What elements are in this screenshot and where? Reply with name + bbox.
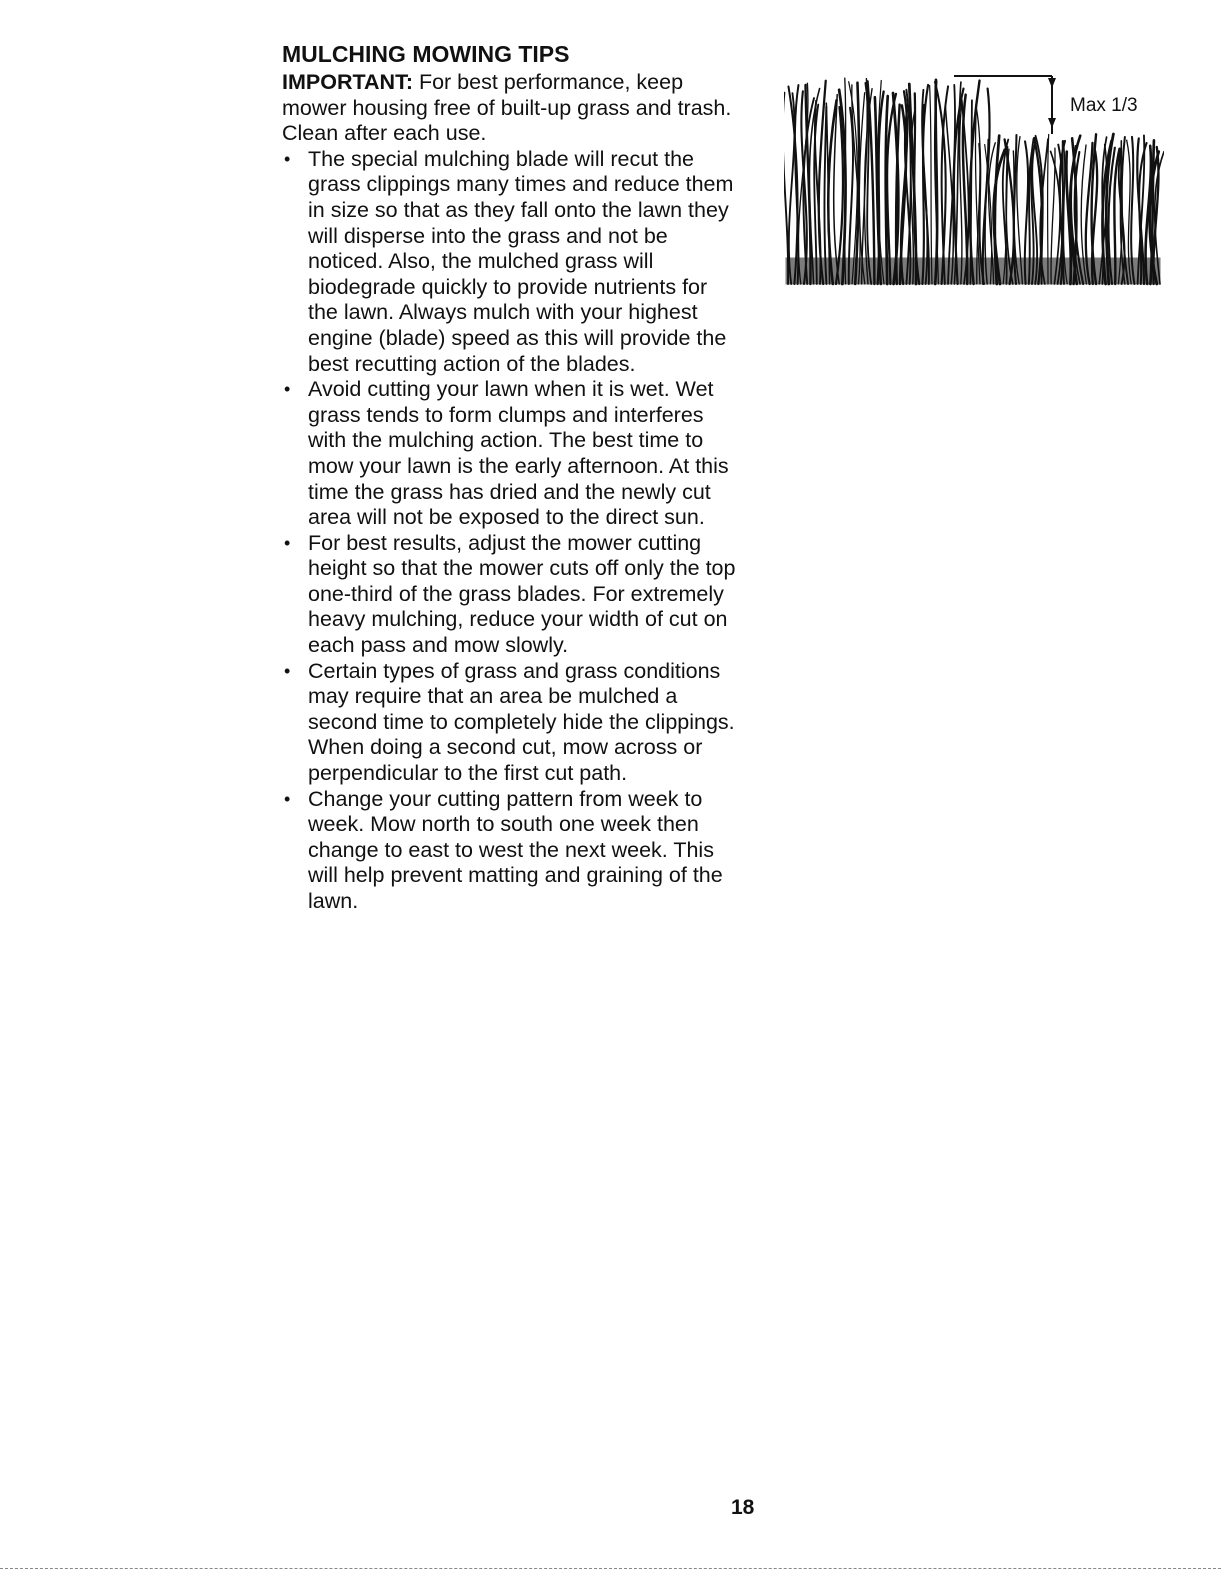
tips-list	[282, 147, 742, 915]
section-title: MULCHING MOWING TIPS	[282, 41, 570, 67]
bullet-icon: •	[284, 660, 291, 681]
tip-item	[282, 787, 742, 915]
tip-text: For best results, adjust the mower cutting height so that the mower cuts off only the top one-third of the grass blades. For extremely heavy mulching, reduce your width of cut on each pass and mow slowly.	[308, 530, 736, 658]
tip-text: The special mulching blade will recut the grass clippings many times and reduce them in size so that as they fall onto the lawn they will disperse into the grass and not be noticed. Also, the mulched grass will biodegrade quickly to provide nutrients for the lawn. Always mulch with your highest engine (blade) speed as this will provide the best recutting action of the blades.	[308, 146, 734, 376]
tip-item	[282, 659, 742, 787]
important-text: For best performance, keep mower housing free of built-up grass and trash. Clean after each use.	[282, 70, 732, 146]
max-height-label: Max 1/3	[1070, 95, 1138, 116]
bottom-divider	[0, 1568, 1221, 1569]
tip-item	[282, 531, 742, 659]
important-note	[282, 70, 742, 147]
tip-item	[282, 377, 742, 531]
page-number: 18	[731, 1496, 755, 1519]
content-column	[282, 40, 742, 915]
tip-item	[282, 147, 742, 377]
bullet-icon: •	[284, 788, 291, 809]
bullet-icon: •	[284, 148, 291, 169]
important-label: IMPORTANT:	[282, 70, 413, 94]
bullet-icon: •	[284, 532, 291, 553]
tip-text: Avoid cutting your lawn when it is wet. Wet grass tends to form clumps and interferes with the mulching action. The best time to mow your lawn is the early afternoon. At this time the grass has dried and the newly cut area will not be exposed to the direct sun.	[308, 377, 729, 530]
tip-text: Certain types of grass and grass conditions may require that an area be mulched a second time to completely hide the clippings. When doing a second cut, mow across or perpendicular to the first cut path.	[308, 658, 735, 786]
bullet-icon: •	[284, 379, 291, 400]
tip-text: Change your cutting pattern from week to week. Mow north to south one week then change to east to west the next week. This will help prevent matting and graining of the lawn.	[308, 786, 723, 913]
